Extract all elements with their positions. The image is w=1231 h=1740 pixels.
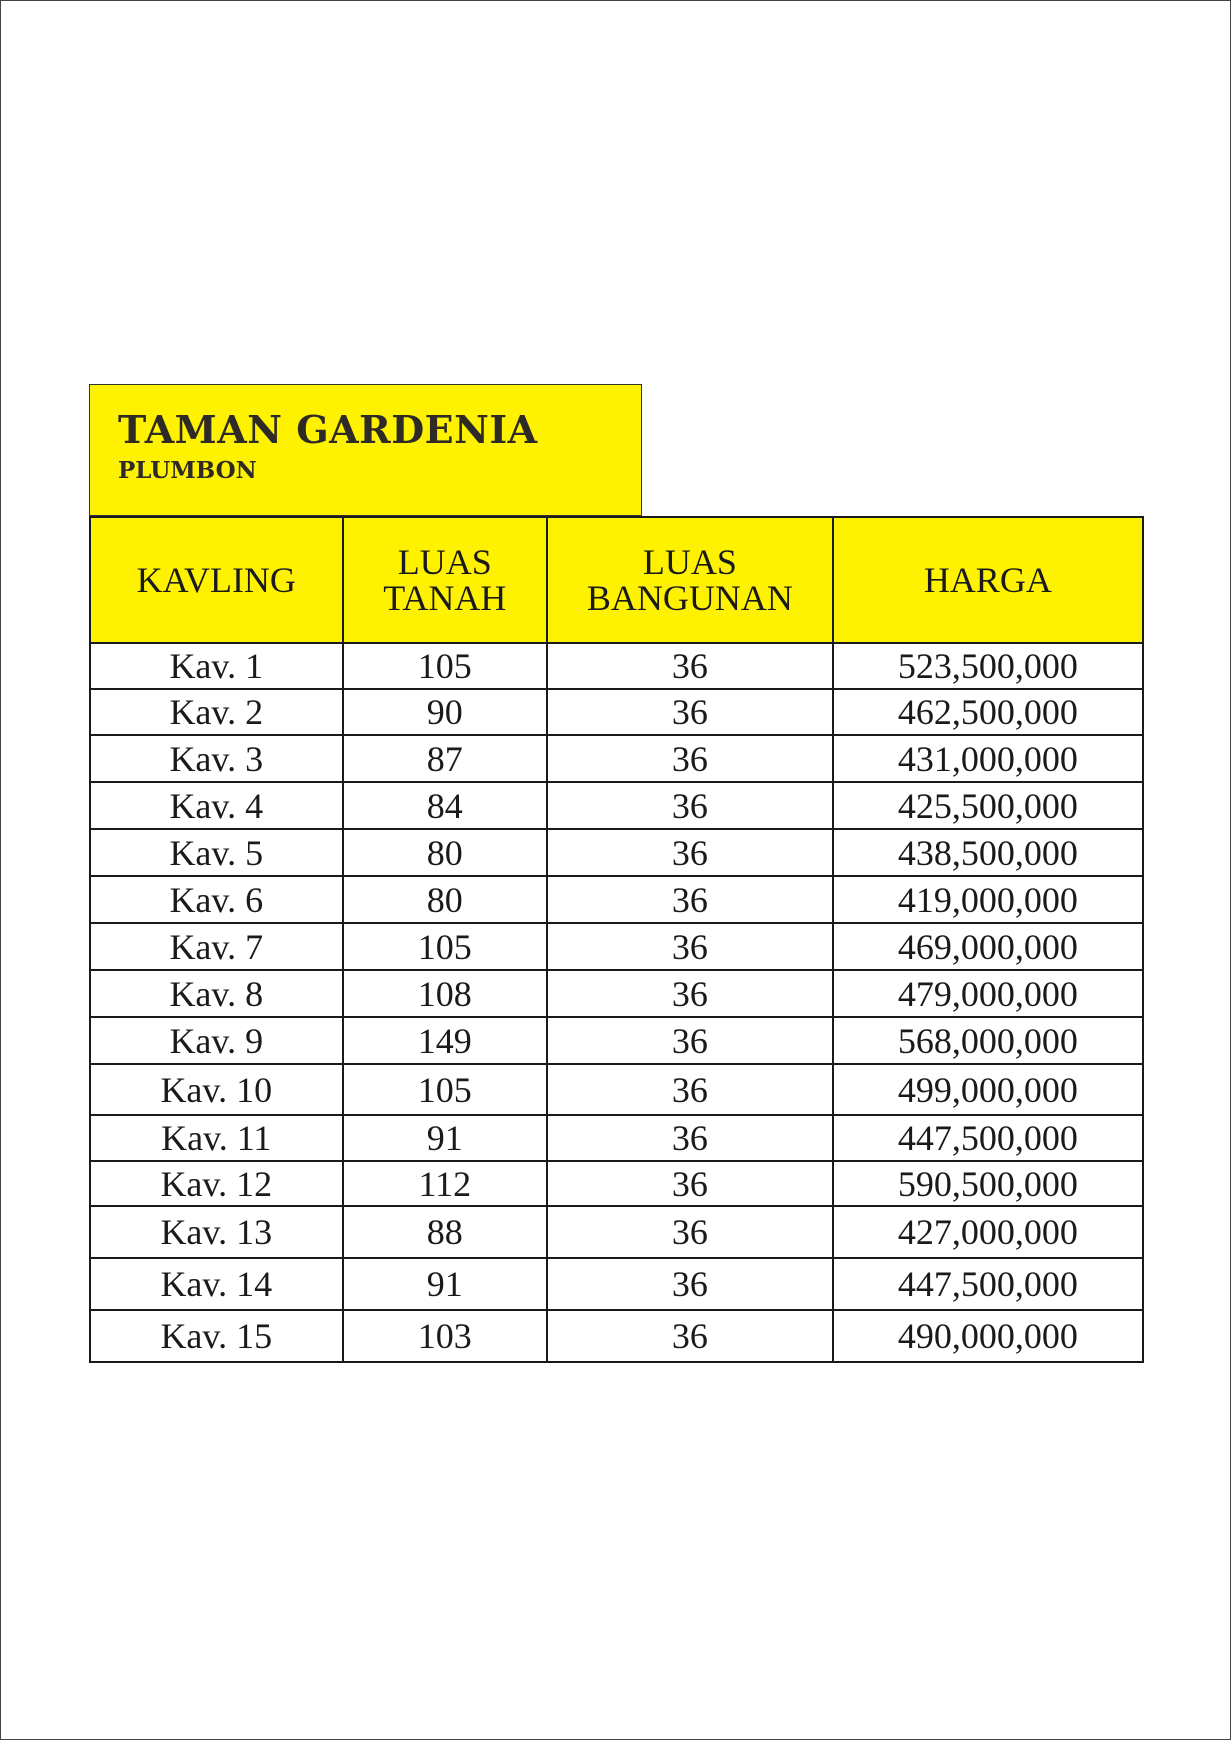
header-luas-tanah-line2: TANAH — [383, 578, 507, 618]
cell-luas-tanah: 87 — [343, 735, 548, 782]
cell-kavling: Kav. 13 — [90, 1206, 343, 1258]
cell-luas-bangunan: 36 — [547, 689, 833, 735]
cell-kavling: Kav. 8 — [90, 970, 343, 1017]
cell-harga: 462,500,000 — [833, 689, 1143, 735]
table-row — [90, 1017, 1143, 1064]
table-row — [90, 1258, 1143, 1310]
table-row — [90, 782, 1143, 829]
cell-kavling: Kav. 2 — [90, 689, 343, 735]
cell-luas-tanah: 108 — [343, 970, 548, 1017]
cell-luas-tanah: 88 — [343, 1206, 548, 1258]
cell-harga: 479,000,000 — [833, 970, 1143, 1017]
cell-luas-tanah: 105 — [343, 1064, 548, 1115]
cell-luas-tanah: 105 — [343, 923, 548, 970]
table-row — [90, 1161, 1143, 1206]
cell-kavling: Kav. 14 — [90, 1258, 343, 1310]
cell-luas-bangunan: 36 — [547, 876, 833, 923]
cell-harga: 523,500,000 — [833, 643, 1143, 689]
cell-kavling: Kav. 1 — [90, 643, 343, 689]
cell-luas-tanah: 84 — [343, 782, 548, 829]
cell-luas-bangunan: 36 — [547, 1115, 833, 1161]
price-table — [89, 516, 1144, 1363]
header-luas-tanah — [343, 517, 548, 643]
table-row — [90, 1310, 1143, 1362]
cell-luas-bangunan: 36 — [547, 970, 833, 1017]
cell-harga: 499,000,000 — [833, 1064, 1143, 1115]
table-row — [90, 689, 1143, 735]
cell-harga: 447,500,000 — [833, 1258, 1143, 1310]
cell-harga: 425,500,000 — [833, 782, 1143, 829]
cell-luas-bangunan: 36 — [547, 1161, 833, 1206]
cell-kavling: Kav. 10 — [90, 1064, 343, 1115]
cell-luas-tanah: 80 — [343, 876, 548, 923]
header-row — [90, 517, 1143, 643]
cell-kavling: Kav. 7 — [90, 923, 343, 970]
cell-luas-bangunan: 36 — [547, 1206, 833, 1258]
cell-luas-bangunan: 36 — [547, 643, 833, 689]
table-row — [90, 1115, 1143, 1161]
table-row — [90, 735, 1143, 782]
cell-kavling: Kav. 5 — [90, 829, 343, 876]
cell-harga: 438,500,000 — [833, 829, 1143, 876]
table-row — [90, 1206, 1143, 1258]
cell-luas-bangunan: 36 — [547, 829, 833, 876]
cell-harga: 447,500,000 — [833, 1115, 1143, 1161]
cell-luas-tanah: 91 — [343, 1115, 548, 1161]
header-luas-bangunan-line1: LUAS — [642, 542, 737, 582]
header-luas-bangunan-line2: BANGUNAN — [586, 578, 793, 618]
cell-harga: 419,000,000 — [833, 876, 1143, 923]
cell-luas-bangunan: 36 — [547, 1064, 833, 1115]
cell-luas-bangunan: 36 — [547, 735, 833, 782]
table-row — [90, 1064, 1143, 1115]
project-title: TAMAN GARDENIA — [118, 407, 538, 452]
cell-luas-tanah: 80 — [343, 829, 548, 876]
cell-luas-tanah: 149 — [343, 1017, 548, 1064]
cell-harga: 469,000,000 — [833, 923, 1143, 970]
header-kavling — [90, 517, 343, 643]
cell-harga: 490,000,000 — [833, 1310, 1143, 1362]
cell-kavling: Kav. 12 — [90, 1161, 343, 1206]
header-luas-tanah-line1: LUAS — [397, 542, 492, 582]
cell-harga: 590,500,000 — [833, 1161, 1143, 1206]
cell-luas-bangunan: 36 — [547, 782, 833, 829]
header-kavling-label: KAVLING — [136, 560, 296, 600]
project-location: PLUMBON — [118, 457, 257, 484]
cell-luas-tanah: 112 — [343, 1161, 548, 1206]
cell-luas-tanah: 91 — [343, 1258, 548, 1310]
cell-kavling: Kav. 3 — [90, 735, 343, 782]
cell-luas-bangunan: 36 — [547, 1017, 833, 1064]
cell-harga: 431,000,000 — [833, 735, 1143, 782]
cell-luas-bangunan: 36 — [547, 1258, 833, 1310]
table-row — [90, 643, 1143, 689]
header-harga-label: HARGA — [923, 560, 1052, 600]
cell-kavling: Kav. 4 — [90, 782, 343, 829]
cell-kavling: Kav. 9 — [90, 1017, 343, 1064]
cell-kavling: Kav. 6 — [90, 876, 343, 923]
cell-harga: 427,000,000 — [833, 1206, 1143, 1258]
cell-harga: 568,000,000 — [833, 1017, 1143, 1064]
cell-luas-bangunan: 36 — [547, 923, 833, 970]
cell-luas-tanah: 105 — [343, 643, 548, 689]
cell-luas-bangunan: 36 — [547, 1310, 833, 1362]
table-row — [90, 876, 1143, 923]
table-row — [90, 923, 1143, 970]
table-row — [90, 829, 1143, 876]
cell-kavling: Kav. 15 — [90, 1310, 343, 1362]
header-harga — [833, 517, 1143, 643]
cell-kavling: Kav. 11 — [90, 1115, 343, 1161]
cell-luas-tanah: 90 — [343, 689, 548, 735]
title-box — [89, 384, 642, 516]
table-row — [90, 970, 1143, 1017]
header-luas-bangunan — [547, 517, 833, 643]
cell-luas-tanah: 103 — [343, 1310, 548, 1362]
